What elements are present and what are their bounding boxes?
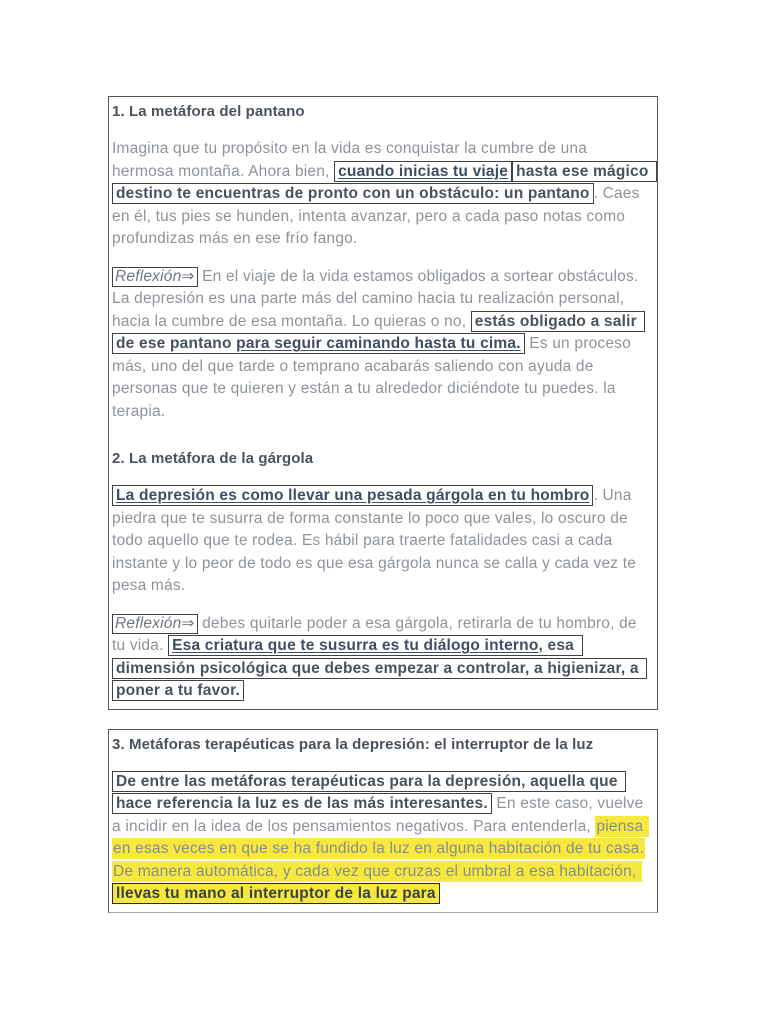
body-text: En el viaje de la vida estamos obligados a sortear obstáculos. La depresión es una parte más del camino hacia tu realización personal, hacia la cumbre de esa montaña. Lo quieras o no, [112, 267, 643, 330]
highlighted-boxed-phrase: llevas tu mano al interruptor de la luz para [112, 883, 440, 904]
paragraph [112, 613, 653, 703]
body-text: debes quitarle poder a esa gárgola, retirarla de tu hombro, de tu vida. [112, 614, 642, 654]
paragraph [112, 266, 653, 424]
paragraph [112, 138, 653, 251]
section-heading: 2. La metáfora de la gárgola [112, 450, 314, 467]
document-content [108, 96, 658, 913]
linked-phrase[interactable]: para seguir caminando hasta tu cima. [236, 335, 521, 352]
emphasized-phrase: estás obligado a salir de ese pantano [116, 312, 642, 352]
content-box-2 [108, 729, 658, 913]
body-text: En este caso, vuelve a incidir en la idea de los pensamientos negativos. Para entenderla, [112, 795, 648, 835]
content-box-1 [108, 96, 658, 710]
paragraph [112, 771, 653, 906]
body-text: . Una piedra que te susurra de forma constante lo poco que vales, lo oscuro de todo aquello que te rodea. Es hábil para traerte fatalidades casi a cada instante y lo peor de todo es que esa gárgola nunca se calla y cada vez te pesa más. [112, 487, 641, 594]
reflexion-label: Reflexión⇒ [112, 267, 198, 287]
section-heading: 1. La metáfora del pantano [112, 103, 305, 120]
boxed-linked-phrase[interactable]: La depresión es como llevar una pesada gárgola en tu hombro [112, 485, 593, 506]
boxed-emphasized-phrase: hasta ese mágico destino te encuentras de pronto con un obstáculo: un pantano [112, 161, 657, 205]
body-text: Imagina que tu propósito en la vida es conquistar la cumbre de una hermosa montaña. Ahora bien, [112, 140, 592, 180]
body-text: Es un proceso más, uno del que tarde o temprano acabarás saliendo con ayuda de personas que te quieren y están a tu alrededor diciéndote tu puedes. la terapia. [112, 335, 636, 420]
reflexion-label: Reflexión⇒ [112, 614, 198, 634]
boxed-linked-phrase[interactable]: cuando inicias tu viaje [334, 161, 512, 182]
linked-phrase[interactable]: Esa criatura que te susurra es tu diálogo interno [172, 637, 539, 654]
highlighted-text: piensa en esas veces en que se ha fundido la luz en alguna habitación de tu casa. [113, 817, 648, 857]
emphasized-phrase: , esa dimensión psicológica que debes empezar a controlar, a higienizar, a poner a tu favor. [116, 637, 644, 699]
section-heading: 3. Metáforas terapéuticas para la depresión: el interruptor de la luz [112, 735, 594, 753]
body-text: . Caes en él, tus pies se hunden, intenta avanzar, pero a cada paso notas como profundizas más en ese frío fango. [112, 185, 645, 247]
boxed-emphasized-phrase: De entre las metáforas terapéuticas para la depresión, aquella que hace referencia la luz es de las más interesantes. [112, 771, 626, 815]
boxed-phrase-group [112, 635, 647, 701]
paragraph [112, 485, 653, 598]
highlighted-text: De manera automática, y cada vez que cruzas el umbral a esa habitación, [113, 862, 641, 880]
